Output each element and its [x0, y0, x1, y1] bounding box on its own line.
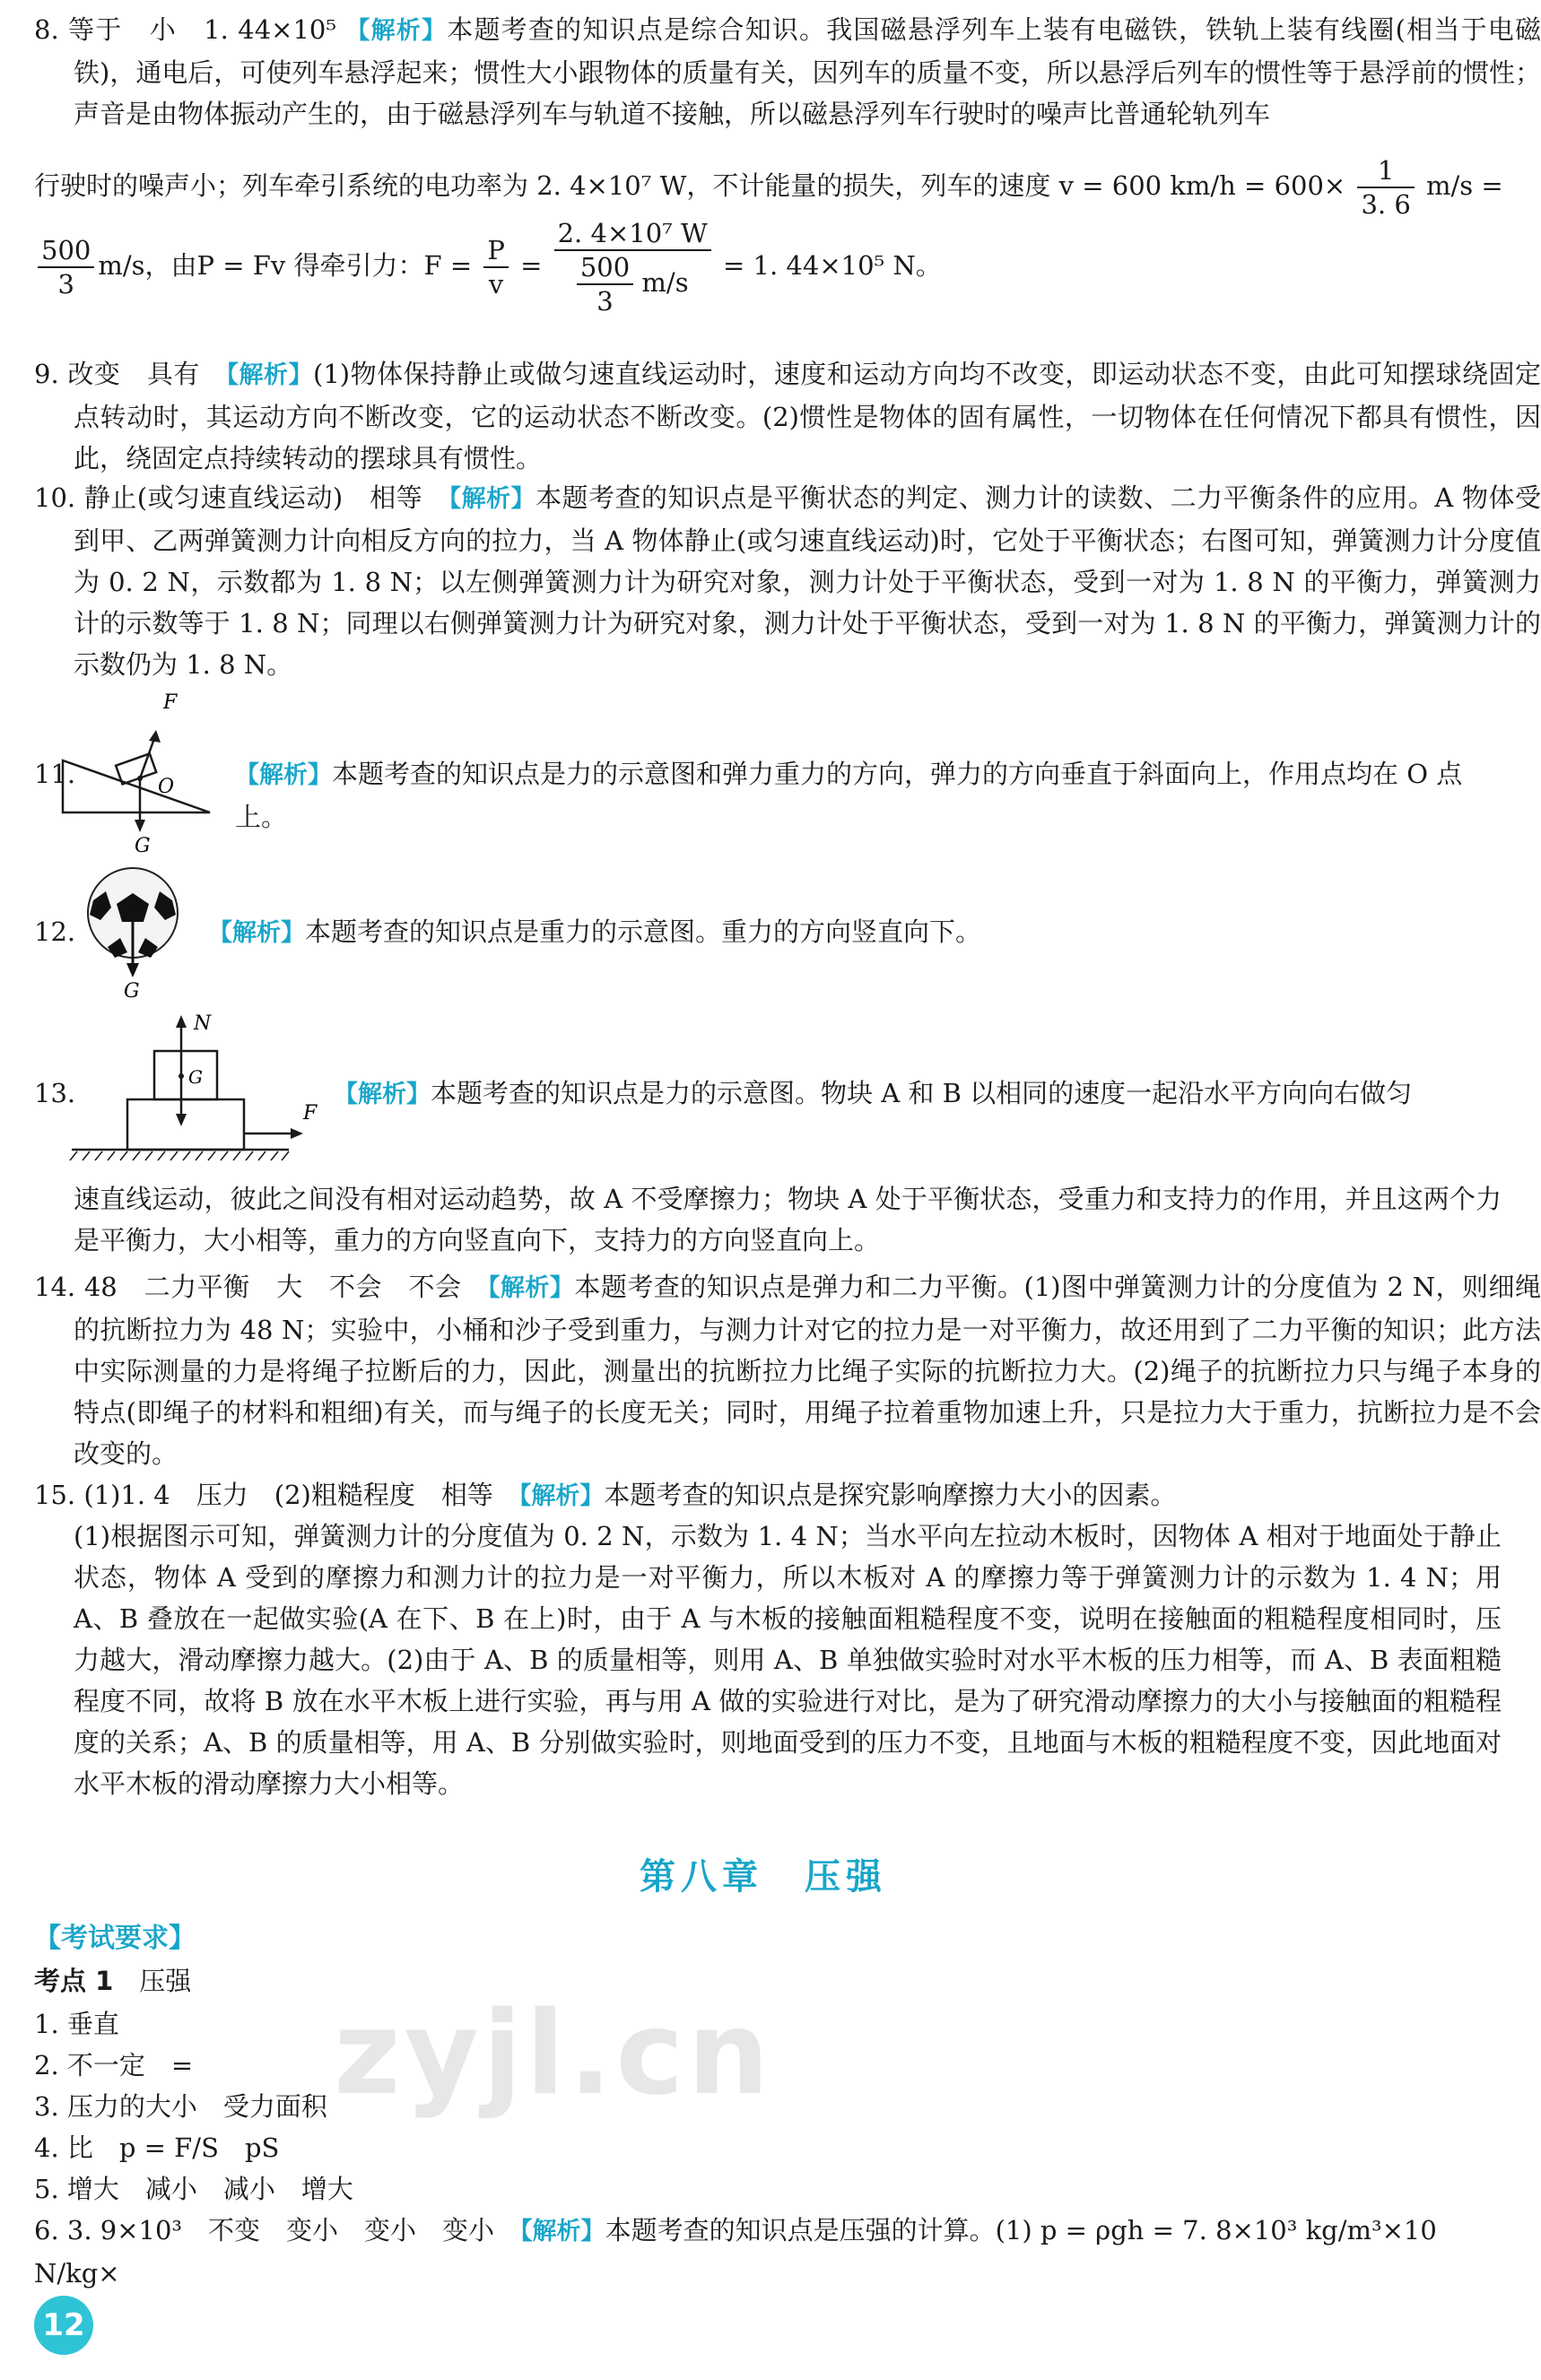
q8-text-4: m/s，由P = Fv 得牵引力：F =	[98, 250, 473, 281]
q13-text-line1	[334, 1073, 1500, 1116]
q11-text	[235, 753, 1491, 838]
q8-text-1: 本题考查的知识点是综合知识。我国磁悬浮列车上装有电磁铁，铁轨上装有线圈(相当于电磁铁)，通电后，可使列车悬浮起来；惯性大小跟物体的质量有关，因列车的质量不变，所以悬浮后列车的惯性等于悬浮前的惯性；声音是由物体振动产生的，由于磁悬浮列车与轨道不接触，所以磁悬浮列车行驶时的噪声比普通轮轨列车	[74, 14, 1541, 129]
page-number-badge: 12	[34, 2296, 93, 2355]
q12-body: 本题考查的知识点是重力的示意图。重力的方向竖直向下。	[305, 916, 982, 947]
q8-fraction-3: $\frac{P}{v}$	[483, 234, 509, 300]
analysis-tag: 【解析】	[226, 361, 313, 389]
watermark: zyjl.cn	[334, 1987, 773, 2121]
q8-line-velocity	[34, 154, 1505, 221]
analysis-tag: 【解析】	[487, 1274, 575, 1302]
exam-requirements-tag: 【考试要求】	[34, 1923, 196, 1954]
q9-block	[34, 353, 1541, 479]
q8-fraction-1: $\frac{1}{3. 6}$	[1357, 154, 1414, 221]
label-g: G	[124, 980, 140, 1003]
q15-body2: (1)根据图示可知，弹簧测力计的分度值为 0. 2 N，示数为 1. 4 N；当水平向左拉动木板时，因物体 A 相对于地面处于静止状态，物体 A 受到的摩擦力和测力计的拉力是一对平衡力，所以木板对 A 的摩擦力等于弹簧测力计的示数为 1. 4 N；用 A、B 叠放在一起做实验(A 在下、B 在上)时，由于 A 与木板的接触面粗糙程度不变，说明在接触面的粗糙程度相同时，压力越大，滑动摩擦力越大。(2)由于 A、B 的质量相等，则用 A、B 单独做实验时对水平木板的压力相等，而 A、B 表面粗糙程度不同，故将 B 放在水平木板上进行实验，再与用 A 做的实验进行对比，是为了研究滑动摩擦力的大小与接触面的粗糙程度的关系；A、B 的质量相等，用 A、B 分别做实验时，则地面受到的压力不变，且地面与木板的粗糙程度不变，因此地面对水平木板的滑动摩擦力大小相等。	[74, 1521, 1502, 1799]
q13-text-cont: 速直线运动，彼此之间没有相对运动趋势，故 A 不受摩擦力；物块 A 处于平衡状态，受重力和支持力的作用，并且这两个力是平衡力，大小相等，重力的方向竖直向下，支持力的方向竖直向上。	[74, 1184, 1502, 1255]
incline-block	[116, 753, 156, 784]
q8-text-3: m/s =	[1417, 170, 1503, 201]
item-1: 1. 垂直	[34, 2009, 119, 2039]
q15-head: 15. (1)1. 4 压力 (2)粗糙程度 相等	[34, 1480, 519, 1510]
incline-triangle	[63, 760, 210, 812]
q8-fraction-2: $\frac{500}{3}$	[38, 234, 94, 300]
block-b	[127, 1099, 244, 1150]
item-4: 4. 比 p = F/S pS	[34, 2132, 280, 2163]
q12-football-diagram	[81, 866, 188, 1001]
analysis-tag: 【解析】	[518, 1482, 605, 1510]
q6-head: 6. 3. 9×10³ 不变 变小 变小 变小	[34, 2215, 521, 2245]
analysis-tag: 【解析】	[520, 2218, 605, 2245]
label-o: O	[158, 776, 175, 798]
chapter-title: 第八章 压强	[640, 1856, 887, 1898]
item-3: 3. 压力的大小 受力面积	[34, 2091, 327, 2122]
q13-blocks-diagram	[68, 1008, 337, 1169]
analysis-tag: 【解析】	[345, 17, 448, 45]
q14-block	[34, 1266, 1541, 1474]
q9-head: 9. 改变 具有	[34, 359, 227, 389]
q6-body: 本题考查的知识点是压强的计算。(1) p = ρgh = 7. 8×10³ kg/m³×10 N/kg×	[34, 2215, 1437, 2289]
ground-hatch	[70, 1151, 289, 1160]
q8-fraction-4: 2. 4×10⁷ W $\frac{500}{3}$ m/s	[554, 217, 711, 317]
analysis-tag: 【解析】	[208, 919, 305, 947]
q10-head: 10. 静止(或匀速直线运动) 相等	[34, 482, 449, 513]
q8-text-5: =	[511, 250, 543, 281]
q12-text	[208, 911, 1464, 954]
point-1-heading: 考点 1 压强	[34, 1966, 192, 1996]
item-5: 5. 增大 减小 减小 增大	[34, 2174, 353, 2204]
label-f: F	[303, 1102, 318, 1125]
q8-head: 8. 等于 小 1. 44×10⁵	[34, 14, 336, 45]
q6-line	[34, 2210, 1505, 2294]
item-2: 2. 不一定 =	[34, 2050, 194, 2080]
label-g: G	[188, 1066, 203, 1088]
analysis-tag: 【解析】	[235, 761, 332, 789]
q14-head: 14. 48 二力平衡 大 不会 不会	[34, 1272, 488, 1302]
q12-number: 12.	[34, 916, 76, 947]
q14-body: 本题考查的知识点是弹力和二力平衡。(1)图中弹簧测力计的分度值为 2 N，则细绳的抗断拉力为 48 N；实验中，小桶和沙子受到重力，与测力计对它的拉力是一对平衡力，故还用到了二力平衡的知识；此方法中实际测量的力是将绳子拉断后的力，因此，测量出的抗断拉力比绳子实际的抗断拉力大。(2)绳子的抗断拉力只与绳子本身的特点(即绳子的材料和粗细)有关，而与绳子的长度无关；同时，用绳子拉着重物加速上升，只是拉力大于重力，抗断拉力是不会改变的。	[74, 1272, 1541, 1469]
label-f: F	[163, 691, 178, 714]
q13-number: 13.	[34, 1078, 76, 1108]
q9-body: (1)物体保持静止或做匀速直线运动时，速度和运动方向均不改变，即运动状态不变，由此可知摆球绕固定点转动时，其运动方向不断改变，它的运动状态不断改变。(2)惯性是物体的固有属性，一切物体在任何情况下都具有惯性，因此，绕固定点持续转动的摆球具有惯性。	[74, 359, 1541, 473]
q8-block	[34, 9, 1541, 135]
q13-body1: 本题考查的知识点是力的示意图。物块 A 和 B 以相同的速度一起沿水平方向向右做匀	[431, 1078, 1413, 1108]
q8-text-2: 行驶时的噪声小；列车牵引系统的电功率为 2. 4×10⁷ W，不计能量的损失，列车的速度 v = 600 km/h = 600×	[34, 170, 1346, 201]
q10-body: 本题考查的知识点是平衡状态的判定、测力计的读数、二力平衡条件的应用。A 物体受到甲、乙两弹簧测力计向相反方向的拉力，当 A 物体静止(或匀速直线运动)时，它处于平衡状态；右图可知，弹簧测力计分度值为 0. 2 N，示数都为 1. 8 N；以左侧弹簧测力计为研究对象，测力计处于平衡状态，受到一对为 1. 8 N 的平衡力，弹簧测力计的示数等于 1. 8 N；同理以右侧弹簧测力计为研究对象，测力计处于平衡状态，受到一对为 1. 8 N 的平衡力，弹簧测力计的示数仍为 1. 8 N。	[74, 482, 1541, 680]
q11-incline-diagram	[57, 689, 237, 857]
q11-body: 本题考查的知识点是力的示意图和弹力重力的方向，弹力的方向垂直于斜面向上，作用点均在 O 点上。	[235, 759, 1463, 832]
analysis-tag: 【解析】	[334, 1081, 431, 1108]
analysis-tag: 【解析】	[448, 485, 536, 513]
q11-number: 11.	[34, 759, 76, 789]
q15-body1: 本题考查的知识点是探究影响摩擦力大小的因素。	[604, 1480, 1177, 1510]
q8-text-6: = 1. 44×10⁵ N。	[714, 250, 942, 281]
label-g: G	[135, 835, 151, 857]
q10-block	[34, 477, 1541, 685]
label-n: N	[194, 1012, 212, 1035]
block-a	[154, 1051, 217, 1099]
q8-line-force	[34, 217, 942, 317]
q15-block	[34, 1474, 1541, 1517]
